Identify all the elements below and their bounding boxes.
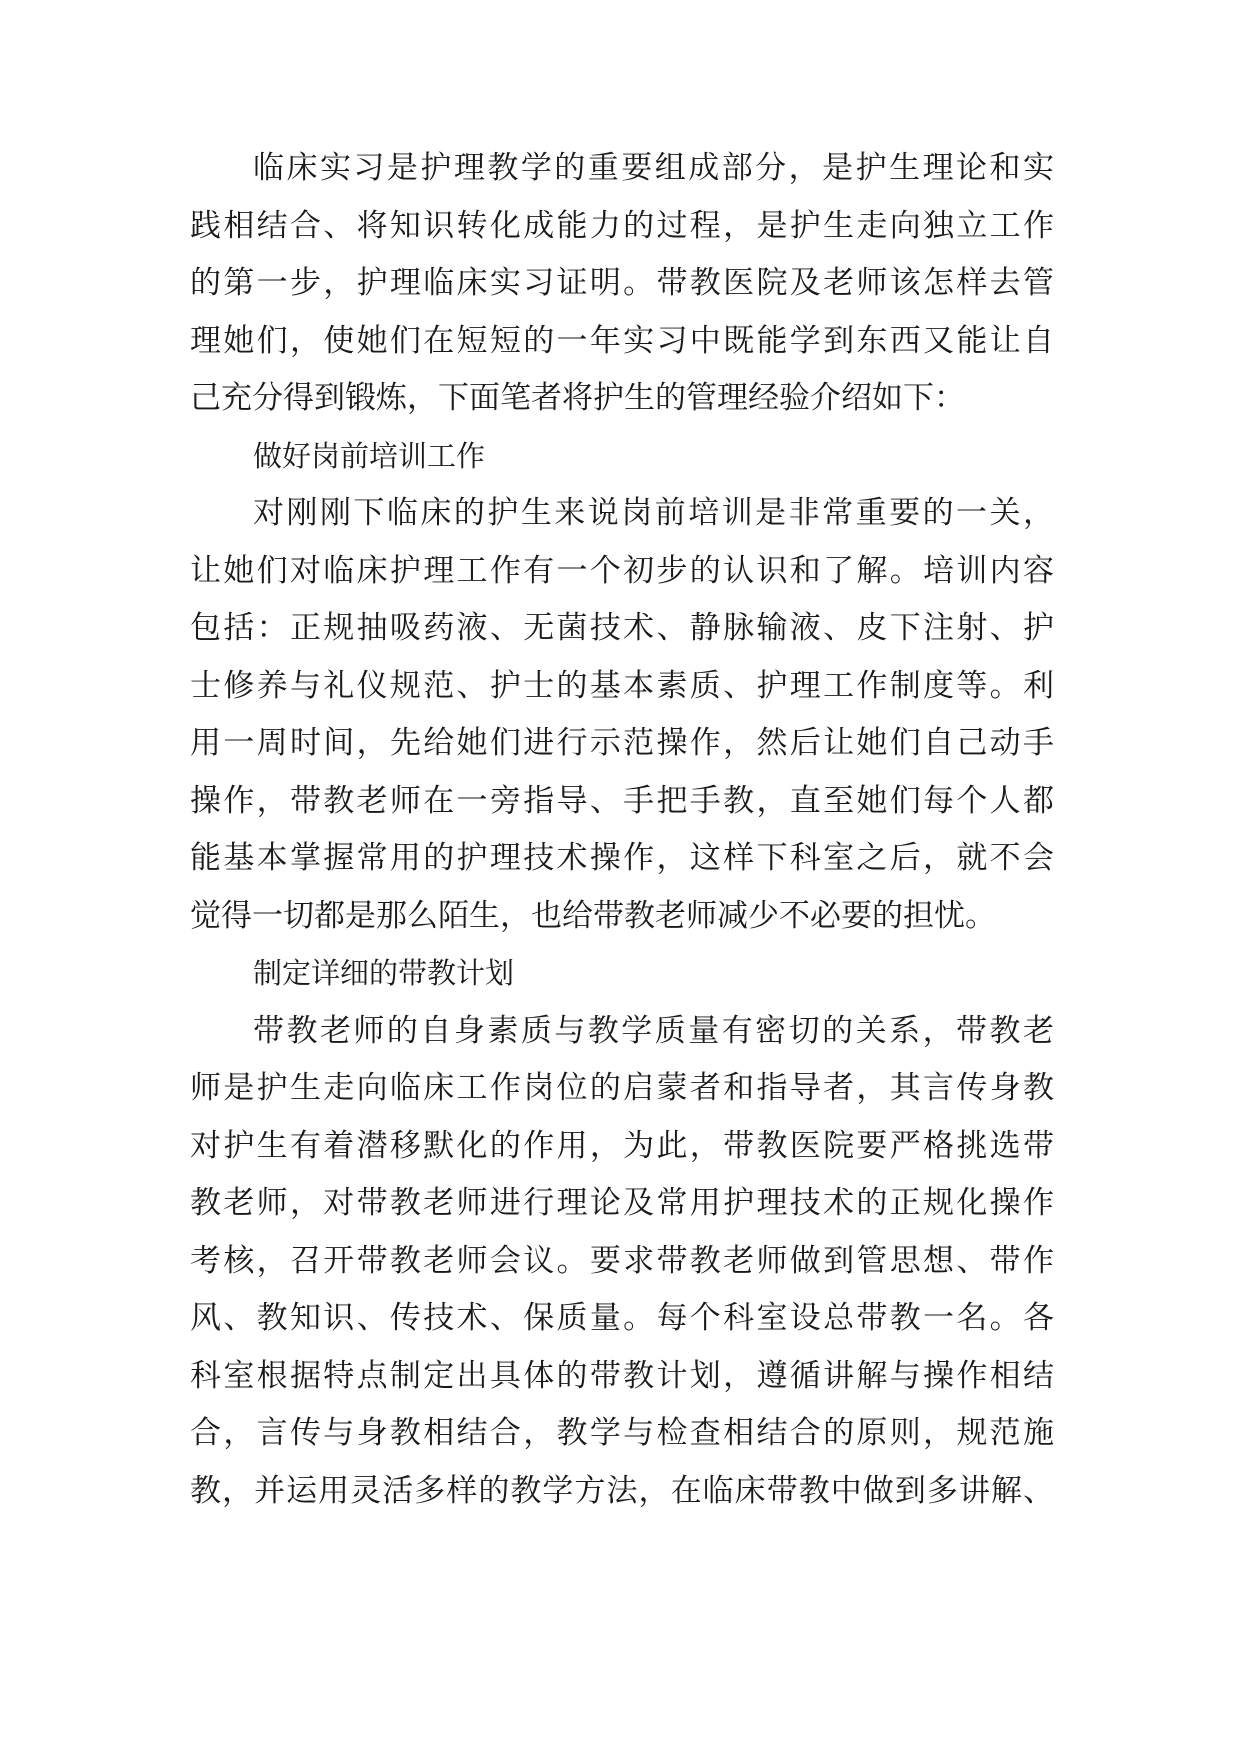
paragraph-2-line-3: 包括：正规抽吸药液、无菌技术、静脉输液、皮下注射、护 — [190, 610, 1054, 646]
paragraph-2-line-8: 觉得一切都是那么陌生，也给带教老师减少不必要的担忧。 — [190, 897, 996, 934]
document-body — [190, 140, 1054, 1520]
paragraph-3-line-5: 考核，召开带教老师会议。要求带教老师做到管思想、带作 — [190, 1242, 1054, 1279]
section-heading-teaching-plan: 制定详细的带教计划 — [253, 956, 515, 990]
paragraph-2-line-4: 士修养与礼仪规范、护士的基本素质、护理工作制度等。利 — [190, 667, 1054, 704]
paragraph-1-line-3: 的第一步，护理临床实习证明。带教医院及老师该怎样去管 — [190, 265, 1054, 301]
paragraph-3-line-6: 风、教知识、传技术、保质量。每个科室设总带教一名。各 — [190, 1300, 1054, 1336]
paragraph-3-line-3: 对护生有着潜移默化的作用，为此，带教医院要严格挑选带 — [190, 1127, 1054, 1164]
paragraph-3-line-2: 师是护生走向临床工作岗位的启蒙者和指导者，其言传身教 — [190, 1070, 1054, 1106]
paragraph-3-line-9: 教，并运用灵活多样的教学方法，在临床带教中做到多讲解、 — [190, 1472, 1054, 1509]
paragraph-2-line-7: 能基本掌握常用的护理技术操作，这样下科室之后，就不会 — [190, 840, 1054, 876]
section-heading-pre-job-training: 做好岗前培训工作 — [253, 438, 486, 473]
paragraph-2-line-6: 操作，带教老师在一旁指导、手把手教，直至她们每个人都 — [190, 782, 1054, 819]
paragraph-1-line-5: 己充分得到锻炼，下面笔者将护生的管理经验介绍如下： — [190, 380, 965, 416]
paragraph-2-line-5: 用一周时间，先给她们进行示范操作，然后让她们自己动手 — [190, 725, 1054, 761]
paragraph-1-line-2: 践相结合、将知识转化成能力的过程，是护生走向独立工作 — [190, 207, 1054, 244]
paragraph-1-line-1: 临床实习是护理教学的重要组成部分，是护生理论和实 — [253, 150, 1054, 186]
paragraph-1-line-4: 理她们，使她们在短短的一年实习中既能学到东西又能让自 — [190, 322, 1054, 359]
paragraph-3-line-4: 教老师，对带教老师进行理论及常用护理技术的正规化操作 — [190, 1185, 1054, 1221]
paragraph-2-line-1: 对刚刚下临床的护生来说岗前培训是非常重要的一关， — [253, 495, 1054, 531]
paragraph-3-line-1: 带教老师的自身素质与教学质量有密切的关系，带教老 — [253, 1012, 1054, 1049]
paragraph-2-line-2: 让她们对临床护理工作有一个初步的认识和了解。培训内容 — [190, 552, 1054, 589]
paragraph-3-line-8: 合，言传与身教相结合，教学与检查相结合的原则，规范施 — [190, 1415, 1054, 1451]
paragraph-3-line-7: 科室根据特点制定出具体的带教计划，遵循讲解与操作相结 — [190, 1357, 1054, 1394]
